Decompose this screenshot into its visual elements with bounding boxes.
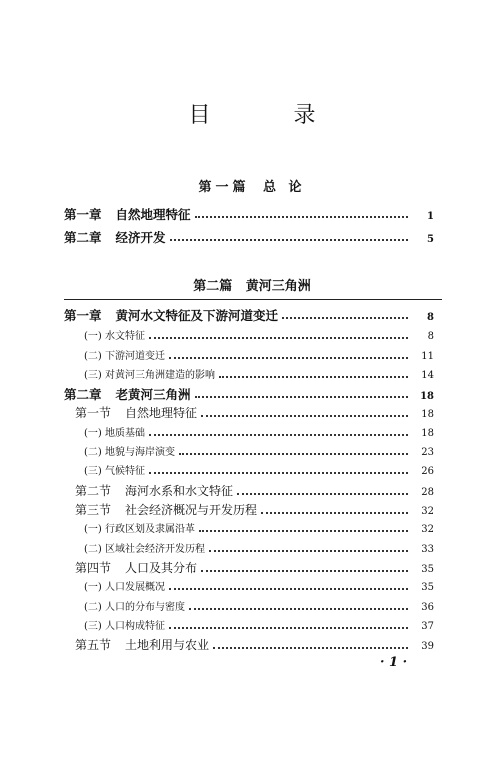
toc-entry-label bbox=[75, 404, 197, 421]
toc-entry-text: (一) 行政区划及隶属沿革 bbox=[84, 524, 195, 535]
toc-leader-dots bbox=[237, 493, 408, 495]
toc-entry-number: 第四节 bbox=[75, 561, 112, 575]
toc-entry-text: 人口及其分布 bbox=[125, 561, 198, 575]
toc-entry-label bbox=[84, 366, 215, 381]
toc-entry bbox=[84, 327, 434, 342]
toc-leader-dots bbox=[169, 357, 408, 359]
toc-entry-text: 自然地理特征 bbox=[125, 406, 198, 420]
toc-entry-page: 14 bbox=[421, 370, 434, 381]
toc-entry-text: (二) 下游河道变迁 bbox=[84, 351, 165, 362]
toc-entry-label bbox=[84, 424, 145, 439]
part-title: 总 论 bbox=[263, 180, 306, 195]
toc-entry bbox=[84, 617, 434, 632]
toc-entry-number: 第一章 bbox=[64, 308, 102, 323]
toc-entry bbox=[75, 559, 434, 576]
toc-entry-page: 5 bbox=[427, 234, 434, 245]
toc-entry-text: (一) 地质基础 bbox=[84, 428, 145, 439]
toc-entry bbox=[84, 443, 434, 458]
toc-entry-number: 第三节 bbox=[75, 503, 112, 517]
toc-entry-page: 35 bbox=[421, 564, 434, 575]
toc-entry-page: 18 bbox=[420, 391, 434, 402]
toc-entry bbox=[84, 540, 434, 555]
toc-leader-dots bbox=[149, 337, 408, 339]
toc-leader-dots bbox=[149, 434, 408, 436]
part-heading-2 bbox=[0, 275, 504, 294]
toc-entry bbox=[84, 424, 434, 439]
toc-entry-page: 36 bbox=[421, 602, 434, 613]
toc-entry-page: 32 bbox=[421, 506, 434, 517]
part-title: 黄河三角洲 bbox=[245, 279, 311, 294]
toc-entry-label bbox=[84, 520, 195, 535]
toc-entry bbox=[84, 366, 434, 381]
toc-leader-dots bbox=[219, 376, 408, 378]
toc-entry-page: 11 bbox=[421, 351, 434, 362]
part-label: 第二篇 bbox=[193, 279, 233, 294]
toc-leader-dots bbox=[169, 627, 408, 629]
page-number: · 1 · bbox=[380, 655, 408, 670]
toc-entry bbox=[64, 306, 434, 324]
toc-entry-text: (一) 水文特征 bbox=[84, 331, 145, 342]
toc-entry-page: 8 bbox=[427, 331, 434, 342]
toc-entry-page: 26 bbox=[421, 466, 434, 477]
toc-entry-label bbox=[64, 385, 191, 403]
toc-entry-label bbox=[75, 501, 257, 518]
toc-entry-page: 18 bbox=[421, 428, 434, 439]
toc-entry-number: 第二节 bbox=[75, 484, 112, 498]
toc-entry-text: (二) 人口的分布与密度 bbox=[84, 602, 185, 613]
toc-entry-text: (一) 人口发展概况 bbox=[84, 582, 165, 593]
toc-entry-text: (二) 地貌与海岸演变 bbox=[84, 447, 175, 458]
toc-entry bbox=[84, 598, 434, 613]
toc-entry-text: (三) 气候特征 bbox=[84, 466, 145, 477]
toc-entry bbox=[64, 228, 434, 246]
toc-entry-label bbox=[84, 443, 175, 458]
toc-leader-dots bbox=[195, 396, 408, 398]
toc-leader-dots bbox=[282, 317, 408, 319]
toc-leader-dots bbox=[213, 647, 408, 649]
page-title: 目 录 bbox=[188, 103, 354, 128]
part-label: 第一篇 bbox=[198, 180, 250, 195]
toc-entry bbox=[84, 462, 434, 477]
toc-entry-page: 1 bbox=[427, 211, 434, 222]
toc-entry-text: 老黄河三角洲 bbox=[115, 387, 191, 402]
toc-entry-page: 33 bbox=[421, 544, 434, 555]
toc-entry-page: 37 bbox=[421, 621, 434, 632]
toc-leader-dots bbox=[189, 608, 408, 610]
toc-entry-text: 黄河水文特征及下游河道变迁 bbox=[115, 308, 279, 323]
toc-entry bbox=[84, 347, 434, 362]
toc-entry bbox=[84, 578, 434, 593]
toc-leader-dots bbox=[209, 550, 408, 552]
toc-entry-page: 28 bbox=[421, 487, 434, 498]
toc-entry-label bbox=[84, 327, 145, 342]
toc-entry bbox=[64, 205, 434, 223]
toc-entry-text: 经济开发 bbox=[115, 230, 166, 245]
toc-entry-text: 土地利用与农业 bbox=[125, 638, 210, 652]
toc-entry-label bbox=[84, 617, 165, 632]
toc-entry-label bbox=[84, 598, 185, 613]
toc-leader-dots bbox=[149, 472, 408, 474]
toc-entry-page: 18 bbox=[421, 409, 434, 420]
toc-entry bbox=[75, 404, 434, 421]
toc-entry-number: 第一章 bbox=[64, 207, 102, 222]
toc-leader-dots bbox=[170, 239, 408, 241]
toc-entry-number: 第二章 bbox=[64, 387, 102, 402]
toc-entry-label bbox=[84, 578, 165, 593]
toc-entry-label bbox=[64, 306, 278, 324]
toc-entry bbox=[84, 520, 434, 535]
toc-entry-page: 8 bbox=[427, 312, 434, 323]
toc-entry-number: 第五节 bbox=[75, 638, 112, 652]
toc-entry-page: 39 bbox=[421, 641, 434, 652]
toc-entry bbox=[64, 385, 434, 403]
toc-leader-dots bbox=[201, 415, 408, 417]
toc-entry-label bbox=[64, 205, 191, 223]
toc-entry-label bbox=[84, 540, 205, 555]
toc-leader-dots bbox=[261, 512, 408, 514]
toc-entry-text: (二) 区域社会经济开发历程 bbox=[84, 544, 205, 555]
toc-entry-label bbox=[84, 462, 145, 477]
toc-leader-dots bbox=[201, 570, 408, 572]
toc-entry-label bbox=[84, 347, 165, 362]
toc-leader-dots bbox=[179, 453, 408, 455]
toc-leader-dots bbox=[195, 216, 408, 218]
part-heading-1 bbox=[0, 176, 504, 195]
divider-rule bbox=[64, 299, 442, 300]
toc-entry-text: 社会经济概况与开发历程 bbox=[125, 503, 258, 517]
toc-leader-dots bbox=[199, 530, 408, 532]
toc-entry-text: 自然地理特征 bbox=[115, 207, 191, 222]
toc-entry-label bbox=[75, 636, 209, 653]
toc-entry bbox=[75, 636, 434, 653]
toc-entry bbox=[75, 501, 434, 518]
toc-entry-label bbox=[64, 228, 166, 246]
toc-entry-text: 海河水系和水文特征 bbox=[125, 484, 234, 498]
toc-entry-label bbox=[75, 482, 233, 499]
toc-entry-page: 35 bbox=[421, 582, 434, 593]
toc-entry bbox=[75, 482, 434, 499]
toc-entry-number: 第一节 bbox=[75, 406, 112, 420]
toc-entry-text: (三) 对黄河三角洲建造的影响 bbox=[84, 370, 215, 381]
toc-leader-dots bbox=[169, 588, 408, 590]
toc-entry-text: (三) 人口构成特征 bbox=[84, 621, 165, 632]
toc-entry-label bbox=[75, 559, 197, 576]
toc-entry-number: 第二章 bbox=[64, 230, 102, 245]
toc-entry-page: 23 bbox=[421, 447, 434, 458]
toc-entry-page: 32 bbox=[421, 524, 434, 535]
